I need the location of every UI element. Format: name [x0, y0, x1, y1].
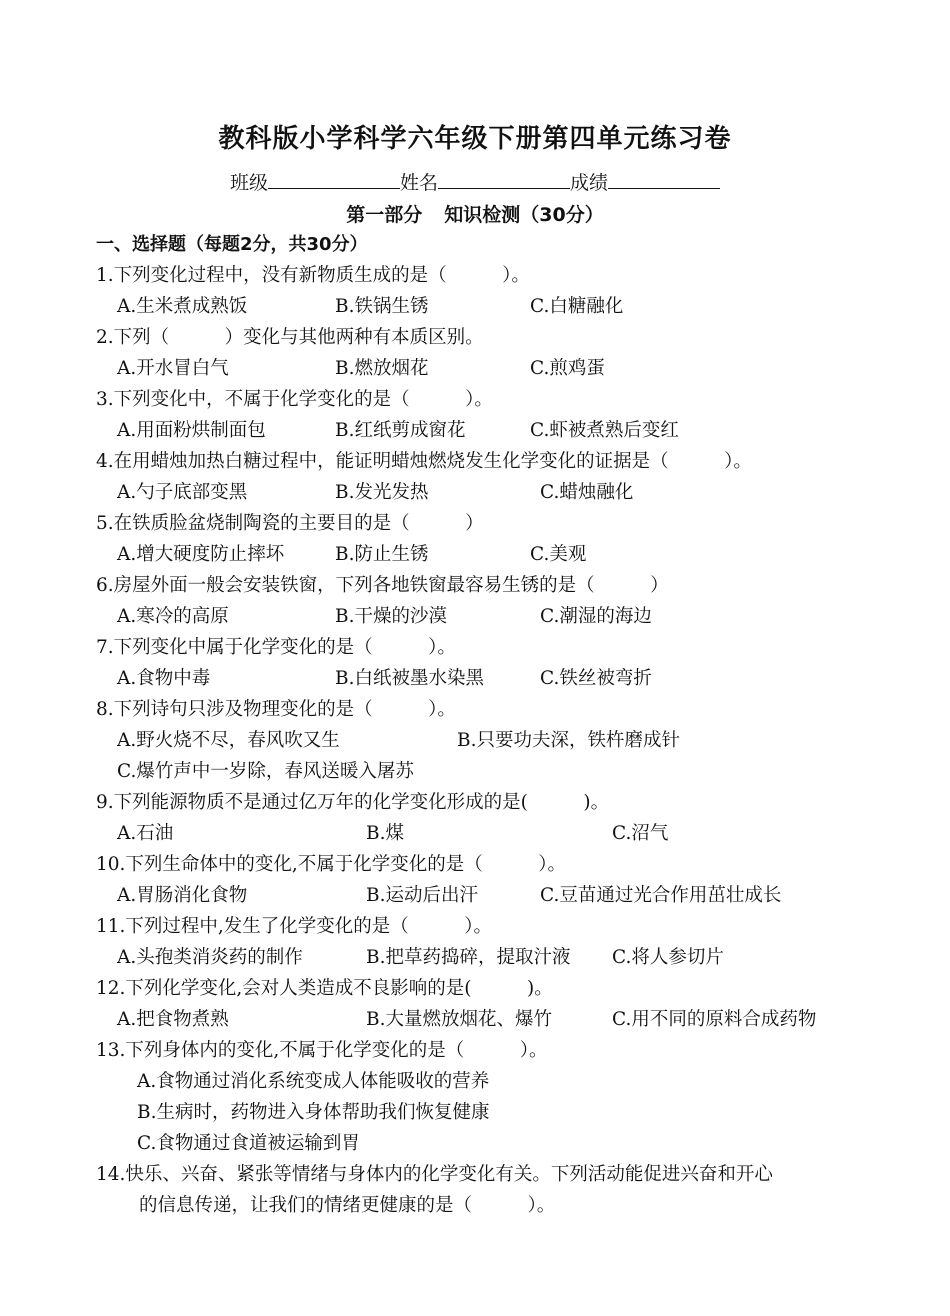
q3-option-b: B.红纸剪成窗花 [335, 420, 466, 441]
q1-option-c: C.白糖融化 [530, 296, 624, 317]
q4-option-b: B.发光发热 [335, 482, 429, 503]
score-blank[interactable] [608, 170, 720, 189]
q8-option-b: B.只要功夫深，铁杵磨成针 [457, 730, 680, 751]
q10-option-b: B.运动后出汗 [366, 885, 478, 906]
q8-option-c: C.爆竹声中一岁除，春风送暖入屠苏 [117, 761, 414, 782]
page-title: 教科版小学科学六年级下册第四单元练习卷 [218, 124, 732, 154]
question-11: 11.下列过程中,发生了化学变化的是（ ）。 [96, 916, 493, 937]
q13-option-b: B.生病时，药物进入身体帮助我们恢复健康 [137, 1102, 490, 1123]
class-label: 班级 [229, 172, 268, 194]
q5-option-c: C.美观 [530, 544, 587, 565]
q7-option-b: B.白纸被墨水染黑 [335, 668, 484, 689]
q9-option-c: C.沼气 [612, 823, 669, 844]
q4-option-a: A.勺子底部变黑 [117, 482, 248, 503]
question-7: 7.下列变化中属于化学变化的是（ ）。 [96, 637, 456, 658]
question-2: 2.下列（ ）变化与其他两种有本质区别。 [96, 327, 484, 348]
question-13: 13.下列身体内的变化,不属于化学变化的是（ ）。 [96, 1040, 548, 1061]
name-blank[interactable] [438, 170, 570, 189]
q2-option-b: B.燃放烟花 [335, 358, 429, 379]
part-label: 第一部分 [346, 204, 423, 226]
q11-option-c: C.将人参切片 [612, 947, 724, 968]
q11-option-a: A.头孢类消炎药的制作 [117, 947, 303, 968]
section-heading: 一、选择题（每题2分，共30分） [96, 234, 368, 255]
q5-option-a: A.增大硬度防止摔坏 [117, 544, 285, 565]
q6-option-b: B.干燥的沙漠 [335, 606, 447, 627]
q7-option-c: C.铁丝被弯折 [540, 668, 652, 689]
question-1: 1.下列变化过程中，没有新物质生成的是（ ）。 [96, 265, 530, 286]
q13-option-c: C.食物通过食道被运输到胃 [137, 1133, 360, 1154]
q5-option-b: B.防止生锈 [335, 544, 429, 565]
q11-option-b: B.把草药捣碎，提取汁液 [366, 947, 571, 968]
q2-option-a: A.开水冒白气 [117, 358, 229, 379]
class-blank[interactable] [268, 170, 400, 189]
q6-option-a: A.寒冷的高原 [117, 606, 229, 627]
q4-option-c: C.蜡烛融化 [540, 482, 634, 503]
student-info-line [0, 168, 950, 195]
q3-option-c: C.虾被煮熟后变红 [530, 420, 679, 441]
question-8: 8.下列诗句只涉及物理变化的是（ ）。 [96, 699, 456, 720]
question-14-continued: 的信息传递，让我们的情绪更健康的是（ ）。 [139, 1195, 556, 1216]
part-heading [0, 200, 950, 227]
question-6: 6.房屋外面一般会安装铁窗，下列各地铁窗最容易生锈的是（ ） [96, 575, 669, 596]
part-name: 知识检测（30分） [444, 204, 604, 226]
q1-option-a: A.生米煮成熟饭 [117, 296, 248, 317]
question-4: 4.在用蜡烛加热白糖过程中，能证明蜡烛燃烧发生化学变化的证据是（ ）。 [96, 451, 752, 472]
q1-option-b: B.铁锅生锈 [335, 296, 429, 317]
q10-option-c: C.豆苗通过光合作用茁壮成长 [540, 885, 782, 906]
q12-option-c: C.用不同的原料合成药物 [612, 1009, 817, 1030]
q13-option-a: A.食物通过消化系统变成人体能吸收的营养 [137, 1071, 490, 1092]
question-14: 14.快乐、兴奋、紧张等情绪与身体内的化学变化有关。下列活动能促进兴奋和开心 [96, 1164, 773, 1185]
q9-option-a: A.石油 [117, 823, 174, 844]
q12-option-b: B.大量燃放烟花、爆竹 [366, 1009, 552, 1030]
question-5: 5.在铁质脸盆烧制陶瓷的主要目的是（ ） [96, 513, 484, 534]
name-label: 姓名 [399, 172, 438, 194]
question-9: 9.下列能源物质不是通过亿万年的化学变化形成的是( )。 [96, 792, 610, 813]
score-label: 成绩 [570, 172, 609, 194]
question-3: 3.下列变化中，不属于化学变化的是（ ）。 [96, 389, 493, 410]
question-12: 12.下列化学变化,会对人类造成不良影响的是( )。 [96, 978, 553, 999]
q9-option-b: B.煤 [366, 823, 404, 844]
question-10: 10.下列生命体中的变化,不属于化学变化的是（ ）。 [96, 854, 567, 875]
q2-option-c: C.煎鸡蛋 [530, 358, 605, 379]
q7-option-a: A.食物中毒 [117, 668, 211, 689]
q12-option-a: A.把食物煮熟 [117, 1009, 229, 1030]
q10-option-a: A.胃肠消化食物 [117, 885, 248, 906]
q3-option-a: A.用面粉烘制面包 [117, 420, 266, 441]
q6-option-c: C.潮湿的海边 [540, 606, 652, 627]
q8-option-a: A.野火烧不尽，春风吹又生 [117, 730, 340, 751]
